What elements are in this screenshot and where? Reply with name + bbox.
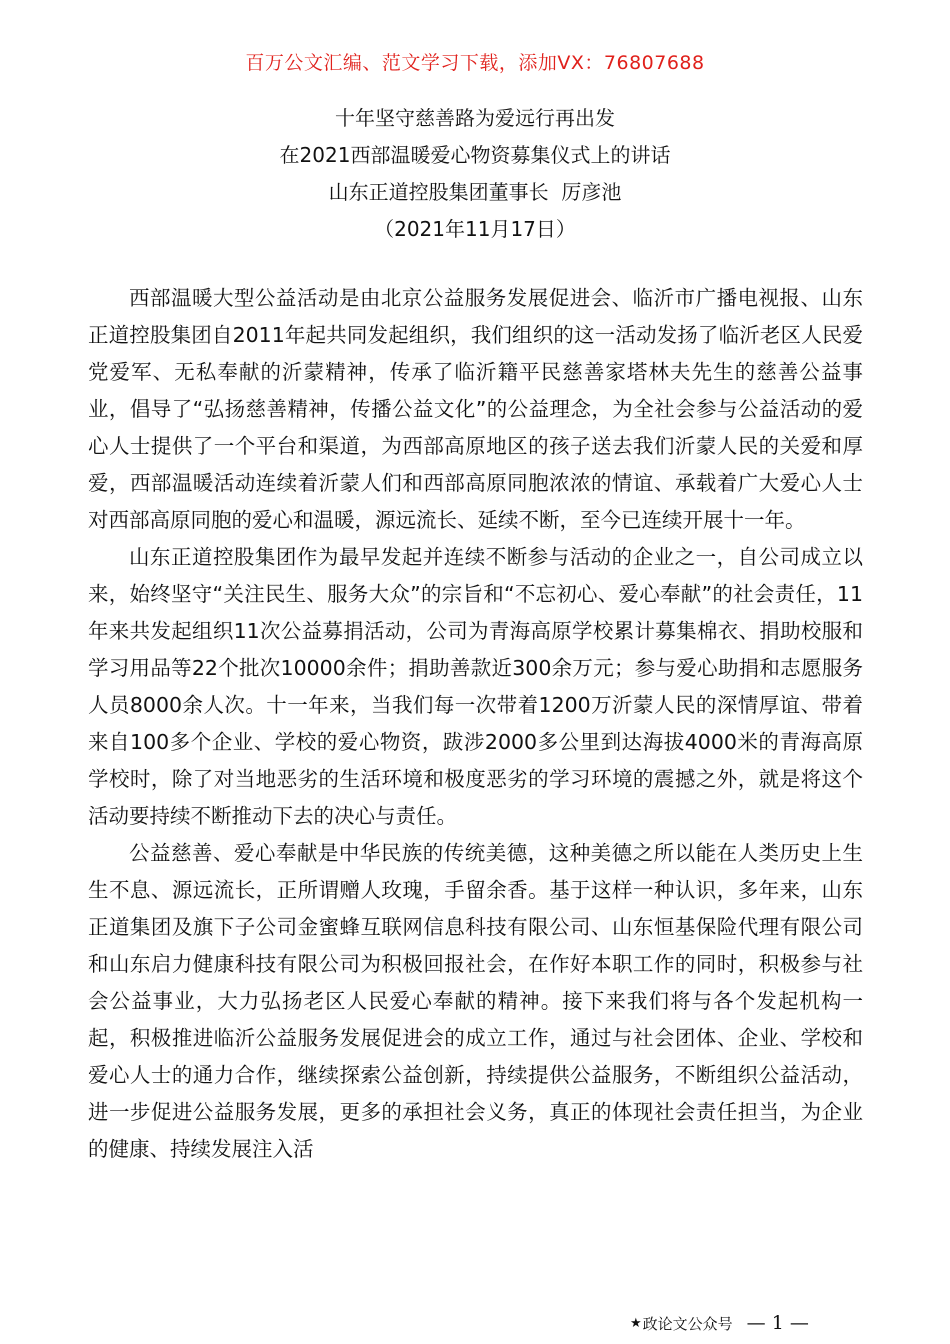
star-icon: ★ [630,1315,642,1331]
page-footer [630,1312,870,1334]
title-block [0,100,950,248]
document-body [88,280,863,1168]
speech-title: 十年坚守慈善路为爱远行再出发 [335,106,615,130]
footer-source: 政论文公众号 [642,1314,733,1333]
paragraph-3: 公益慈善、爱心奉献是中华民族的传统美德，这种美德之所以能在人类历史上生生不息、源远流长，正所谓赠人玫瑰，手留余香。基于这样一种认识，多年来，山东正道集团及旗下子公司金蜜蜂互联网信息科技有限公司、山东恒基保险代理有限公司和山东启力健康科技有限公司为积极回报社会，在作好本职工作的同时，积极参与社会公益事业，大力弘扬老区人民爱心奉献的精神。接下来我们将与各个发起机构一起，积极推进临沂公益服务发展促进会的成立工作，通过与社会团体、企业、学校和爱心人士的通力合作，继续探索公益创新，持续提供公益服务，不断组织公益活动，进一步促进公益服务发展，更多的承担社会义务，真正的体现社会责任担当，为企业的健康、持续发展注入活 [88,841,863,1161]
paragraph-1: 西部温暖大型公益活动是由北京公益服务发展促进会、临沂市广播电视报、山东正道控股集团自2011年起共同发起组织，我们组织的这一活动发扬了临沂老区人民爱党爱军、无私奉献的沂蒙精神，传承了临沂籍平民慈善家塔林夫先生的慈善公益事业，倡导了“弘扬慈善精神，传播公益文化”的公益理念，为全社会参与公益活动的爱心人士提供了一个平台和渠道，为西部高原地区的孩子送去我们沂蒙人民的关爱和厚爱，西部温暖活动连续着沂蒙人们和西部高原同胞浓浓的情谊、承载着广大爱心人士对西部高原同胞的爱心和温暖，源远流长、延续不断，至今已连续开展十一年。 [88,286,863,532]
speech-date: （2021年11月17日） [374,217,576,241]
paragraph-2: 山东正道控股集团作为最早发起并连续不断参与活动的企业之一，自公司成立以来，始终坚守“关注民生、服务大众”的宗旨和“不忘初心、爱心奉献”的社会责任，11年来共发起组织11次公益募捐活动，公司为青海高原学校累计募集棉衣、捐助校服和学习用品等22个批次10000余件；捐助善款近300余万元；参与爱心助捐和志愿服务人员8000余人次。十一年来，当我们每一次带着1200万沂蒙人民的深情厚谊、带着来自100多个企业、学校的爱心物资，跋涉2000多公里到达海拔4000米的青海高原学校时，除了对当地恶劣的生活环境和极度恶劣的学习环境的震撼之外，就是将这个活动要持续不断推动下去的决心与责任。 [88,545,863,828]
promo-banner: 百万公文汇编、范文学习下载，添加VX：76807688 [245,52,705,74]
page-number: — 1 — [746,1312,809,1334]
speaker-line: 山东正道控股集团董事长 厉彦池 [328,180,622,204]
speech-subtitle: 在2021西部温暖爱心物资募集仪式上的讲话 [279,143,671,167]
